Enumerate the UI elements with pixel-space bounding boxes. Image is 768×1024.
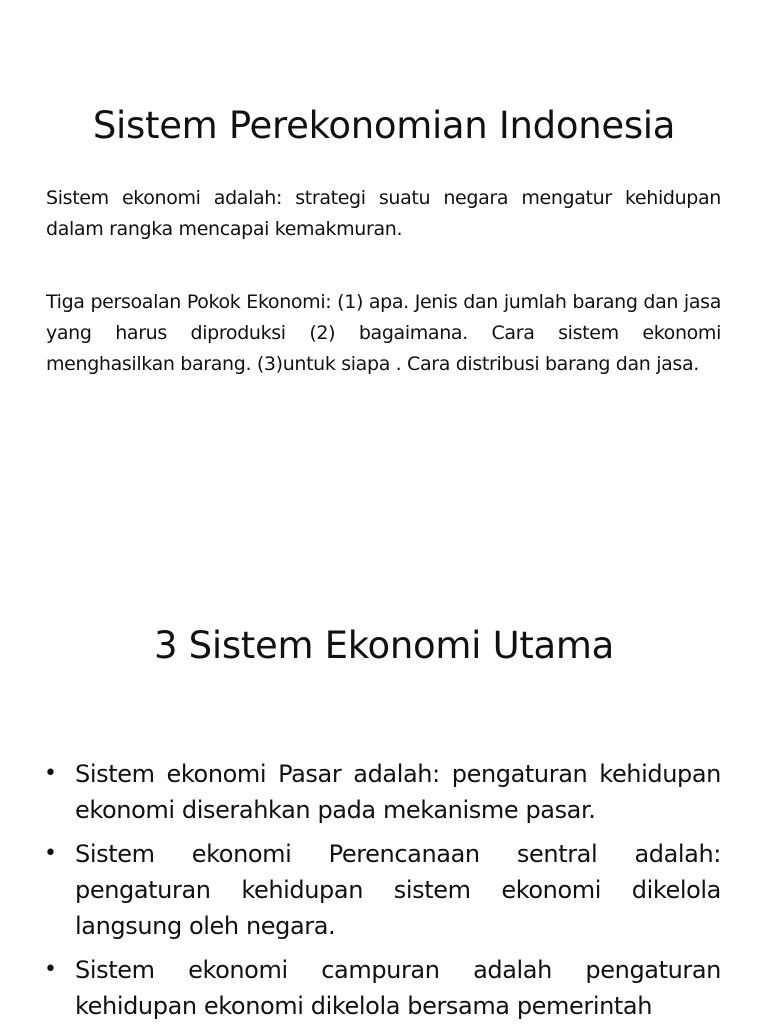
list-item-market-economy [44, 756, 721, 828]
list-item-text: Sistem ekonomi Pasar adalah: pengaturan kehidupan ekonomi diserahkan pada mekanisme pasar. [75, 760, 721, 824]
list-item-central-planning [44, 836, 721, 944]
list-item-text: Sistem ekonomi campuran adalah pengaturan kehidupan ekonomi dikelola bersama pemerintah [75, 956, 721, 1020]
slide-1-title: Sistem Perekonomian Indonesia [92, 104, 676, 147]
slide-2 [0, 576, 768, 1024]
bullet-icon: • [44, 957, 57, 982]
list-item-text: Sistem ekonomi Perencanaan sentral adalah: pengaturan kehidupan sistem ekonomi dikelola langsung oleh negara. [75, 840, 721, 940]
slide-2-title: 3 Sistem Ekonomi Utama [153, 624, 615, 667]
bullet-icon: • [44, 841, 57, 866]
economic-problems-paragraph: Tiga persoalan Pokok Ekonomi: (1) apa. Jenis dan jumlah barang dan jasa yang harus diproduksi (2) bagaimana. Cara sistem ekonomi menghasilkan barang. (3)untuk siapa . Cara distribusi barang dan jasa. [46, 291, 721, 375]
definition-paragraph: Sistem ekonomi adalah: strategi suatu negara mengatur kehidupan dalam rangka mencapai kemakmuran. [46, 187, 721, 240]
bullet-icon: • [44, 761, 57, 786]
economic-systems-list [44, 756, 721, 1024]
list-item-mixed-economy [44, 952, 721, 1024]
